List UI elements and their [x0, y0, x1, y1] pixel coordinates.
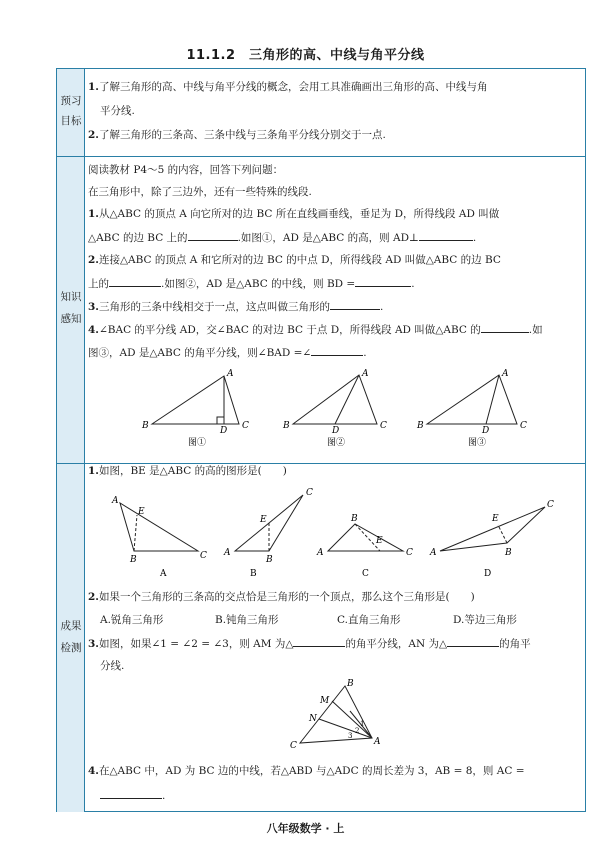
- figure-1-caption: 图①: [188, 438, 207, 448]
- section-label-goals: [57, 69, 85, 156]
- question-3-figure: [280, 676, 390, 756]
- knowledge-intro-1: 阅读教材 P4～5 的内容，回答下列问题：: [88, 164, 284, 176]
- svg-text:A: A: [112, 496, 119, 506]
- knowledge-3-line: 3.三角形的三条中线相交于一点，这点叫做三角形的 .: [88, 301, 384, 313]
- figure-2-median: [293, 375, 377, 424]
- svg-text:A: A: [224, 548, 231, 558]
- option-label-b: B: [250, 569, 257, 579]
- page-title: 11.1.2 三角形的高、中线与角平分线: [186, 48, 425, 63]
- svg-text:E: E: [260, 515, 267, 525]
- svg-text:C: C: [406, 548, 413, 558]
- figure-option-a: [120, 503, 198, 551]
- question-2-option-a: A.锐角三角形: [100, 614, 164, 626]
- figure-option-b: [235, 495, 303, 551]
- page-footer: 八年级数学 · 上: [266, 822, 345, 835]
- knowledge-intro-2: 在三角形中，除了三边外，还有一些特殊的线段.: [88, 186, 312, 198]
- figure-3-angle-bisector: [427, 375, 517, 424]
- question-2-option-b: B.钝角三角形: [215, 614, 279, 626]
- question-2: 2.如果一个三角形的三条高的交点恰是三角形的一个顶点，那么这个三角形是( ): [88, 591, 475, 603]
- knowledge-4-line-b: 图③，AD 是△ABC 的角平分线，则∠BAD =∠ .: [88, 347, 367, 359]
- svg-text:C: C: [520, 421, 527, 431]
- svg-text:1: 1: [360, 720, 365, 728]
- svg-text:B: B: [347, 679, 354, 689]
- figure-1-altitude: [152, 376, 239, 424]
- question-3-line-a: 3.如图，如果∠1 = ∠2 = ∠3，则 AM 为△ 的角平分线，AN 为△ 的角平: [88, 638, 531, 650]
- section-label-line: 目标: [60, 115, 82, 127]
- knowledge-1-line-a: 1.从△ABC 的顶点 A 向它所对的边 BC 所在直线画垂线，垂足为 D，所得线段 AD 叫做: [88, 208, 500, 220]
- question-2-option-c: C.直角三角形: [337, 614, 401, 626]
- question-4-line-a: 4.在△ABC 中，AD 为 BC 边的中线，若△ABD 与△ADC 的周长差为 3，AB = 8，则 AC =: [88, 765, 525, 777]
- option-label-c: C: [362, 569, 369, 579]
- svg-text:2: 2: [355, 727, 360, 735]
- svg-text:M: M: [320, 696, 330, 706]
- svg-text:A: A: [502, 369, 509, 379]
- svg-text:E: E: [138, 507, 145, 517]
- knowledge-1-line-b: △ABC 的边 BC 上的 .如图①，AD 是△ABC 的高，则 AD⊥ .: [88, 232, 477, 244]
- option-label-d: D: [484, 569, 492, 579]
- section-divider: [57, 156, 585, 157]
- question-2-option-d: D.等边三角形: [453, 614, 517, 626]
- svg-text:C: C: [290, 741, 297, 751]
- section-label-line: 成果: [60, 620, 82, 632]
- goal-2-line: 2.了解三角形的三条高、三条中线与三条角平分线分别交于一点.: [88, 129, 386, 141]
- knowledge-figures: [140, 365, 560, 455]
- question-4-line-b: .: [100, 788, 165, 803]
- svg-text:B: B: [142, 421, 149, 431]
- svg-text:B: B: [130, 555, 137, 565]
- svg-text:E: E: [492, 514, 499, 524]
- svg-text:E: E: [376, 536, 383, 546]
- goal-1-line-a: 1.了解三角形的高、中线与角平分线的概念，会用工具准确画出三角形的高、中线与角: [88, 81, 488, 93]
- svg-text:A: A: [430, 548, 437, 558]
- svg-text:C: C: [306, 488, 313, 498]
- svg-text:A: A: [362, 369, 369, 379]
- knowledge-4-line-a: 4.∠BAC 的平分线 AD，交∠BAC 的对边 BC 于点 D，所得线段 AD 叫做△ABC 的 .如: [88, 324, 543, 336]
- svg-text:A: A: [317, 548, 324, 558]
- svg-text:D: D: [220, 426, 228, 436]
- section-label-knowledge: [57, 157, 85, 463]
- figure-2-caption: 图②: [327, 438, 346, 448]
- section-label-line: 预习: [60, 95, 82, 107]
- svg-text:C: C: [242, 421, 249, 431]
- figure-3-caption: 图③: [468, 438, 487, 448]
- question-3-line-b: 分线.: [100, 660, 125, 672]
- svg-text:B: B: [283, 421, 290, 431]
- svg-text:C: C: [200, 551, 207, 561]
- section-label-line: 检测: [60, 642, 82, 654]
- svg-text:3: 3: [348, 732, 353, 740]
- goal-1-line-b: 平分线.: [100, 105, 135, 117]
- question-1-figures: [100, 483, 570, 583]
- svg-text:B: B: [505, 548, 512, 558]
- section-label-line: 感知: [60, 313, 82, 325]
- knowledge-2-line-b: 上的 .如图②，AD 是△ABC 的中线，则 BD = .: [88, 278, 415, 290]
- svg-text:D: D: [482, 426, 490, 436]
- question-1: 1.如图，BE 是△ABC 的高的图形是( ): [88, 465, 287, 477]
- svg-text:B: B: [351, 514, 358, 524]
- svg-text:A: A: [374, 737, 381, 747]
- svg-text:C: C: [547, 500, 554, 510]
- svg-text:A: A: [227, 369, 234, 379]
- svg-text:B: B: [417, 421, 424, 431]
- svg-text:D: D: [332, 426, 340, 436]
- section-label-line: 知识: [60, 291, 82, 303]
- figure-option-c: [328, 524, 403, 551]
- knowledge-2-line-a: 2.连接△ABC 的顶点 A 和它所对的边 BC 的中点 D，所得线段 AD 叫做△ABC 的边 BC: [88, 254, 501, 266]
- svg-text:B: B: [266, 555, 273, 565]
- option-label-a: A: [160, 569, 167, 579]
- section-label-check: [57, 464, 85, 812]
- svg-text:C: C: [380, 421, 387, 431]
- svg-text:N: N: [309, 714, 317, 724]
